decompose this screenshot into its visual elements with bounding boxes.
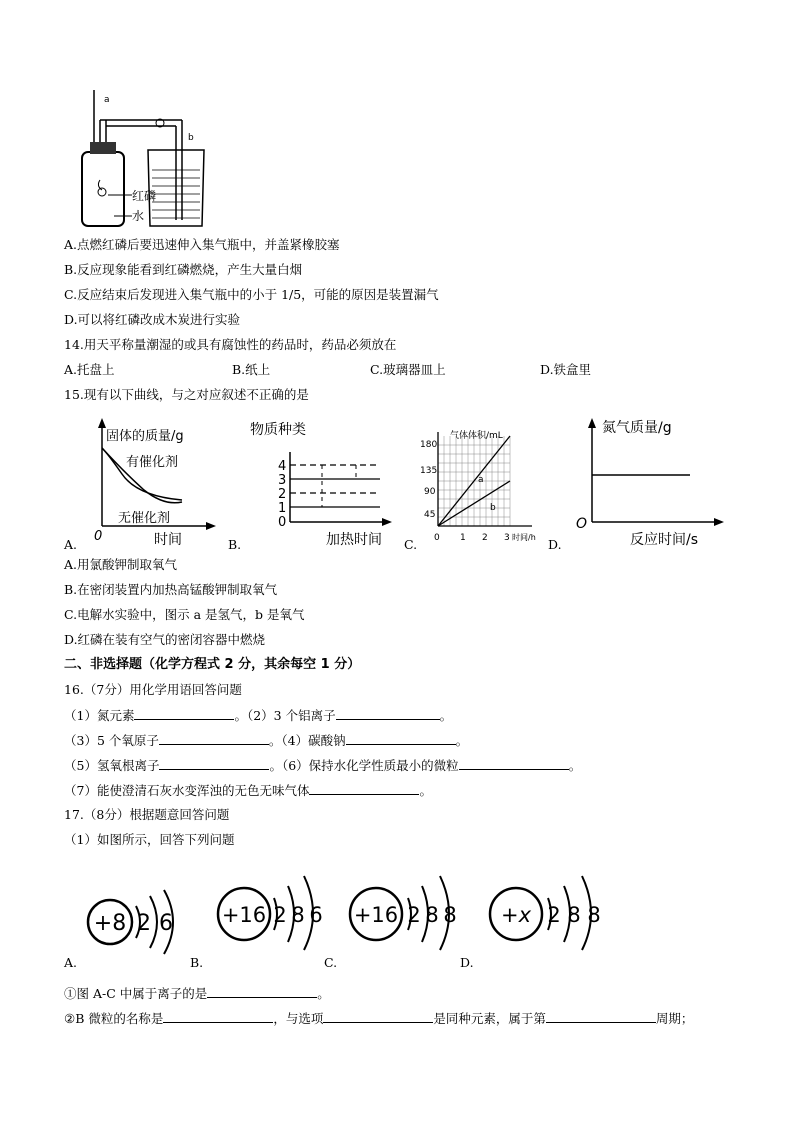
svg-text:8: 8 [291, 903, 305, 927]
svg-text:红磷: 红磷 [132, 189, 157, 203]
q15-stem: 15.现有以下曲线，与之对应叙述不正确的是 [64, 387, 309, 402]
graph-d-origin: O [576, 516, 588, 532]
svg-text:+8: +8 [93, 911, 127, 936]
answer-blank[interactable] [346, 732, 456, 745]
answer-blank[interactable] [207, 985, 317, 998]
graph-c-ytick-180: 180 [420, 440, 438, 450]
graph-c-ytick-90: 90 [424, 487, 436, 497]
svg-text:2: 2 [137, 911, 151, 936]
q16-stem: 16.（7分）用化学用语回答问题 [64, 682, 242, 697]
q17-stem: 17.（8分）根据题意回答问题 [64, 807, 230, 822]
graph-c [420, 430, 550, 546]
q17-sub1: （1）如图所示，回答下列问题 [64, 832, 235, 847]
answer-blank[interactable] [459, 757, 569, 770]
atom-diagram-d [482, 868, 612, 952]
graph-c-ytick-45: 45 [424, 510, 436, 520]
answer-blank[interactable] [159, 757, 269, 770]
q13-option-a: A.点燃红磷后要迅速伸入集气瓶中，并盖紧橡胶塞 [64, 237, 340, 252]
q17-question-b: ②B 微粒的名称是 ，与选项 是同种元素，属于第 周期； [64, 1011, 694, 1026]
q15-option-c: C.电解水实验中，图示 a 是氢气，b 是氧气 [64, 607, 305, 622]
answer-blank[interactable] [336, 707, 440, 720]
answer-blank[interactable] [309, 782, 419, 795]
q14-option-b: B.纸上 [232, 362, 271, 377]
atom-diagram-b [210, 868, 330, 952]
q14-stem: 14.用天平称量潮湿的或具有腐蚀性的药品时，药品必须放在 [64, 337, 397, 352]
apparatus-figure [64, 90, 214, 230]
atom-label-a: A. [64, 955, 78, 970]
section-title: 二、非选择题（化学方程式 2 分，其余每空 1 分） [64, 657, 361, 672]
graph-c-xtick-2: 2 [482, 533, 488, 543]
atom-label-c: C. [324, 955, 338, 970]
svg-text:6: 6 [309, 903, 323, 927]
graph-a [82, 414, 222, 550]
graph-b-tick-3: 3 [278, 473, 287, 488]
svg-text:b: b [188, 133, 194, 143]
atom-diagram-c [344, 868, 468, 952]
graph-c-origin: 0 [434, 533, 440, 543]
graph-b-tick-0: 0 [278, 515, 287, 530]
atom-diagram-a [84, 880, 194, 960]
q14-option-c: C.玻璃器皿上 [370, 362, 446, 377]
graph-c-ytick-135: 135 [420, 466, 438, 476]
svg-text:8: 8 [443, 903, 457, 927]
graph-a-xlabel: 时间 [154, 532, 182, 548]
q16-line-3: （5）氢氧根离子 。（6）保持水化学性质最小的微粒 。 [64, 758, 582, 773]
answer-blank[interactable] [134, 707, 234, 720]
svg-text:6: 6 [159, 911, 173, 936]
graph-b-xlabel: 加热时间 [326, 532, 382, 548]
graph-a-ylabel: 固体的质量/g [106, 429, 184, 444]
graph-d-label: D. [548, 537, 562, 552]
q13-option-d: D.可以将红磷改成木炭进行实验 [64, 312, 241, 327]
graph-c-ylabel: 气体体积/mL [450, 431, 503, 441]
graph-c-xtick-3: 3 [504, 533, 510, 543]
graph-b [244, 414, 394, 550]
graph-d-xlabel: 反应时间/s [630, 532, 699, 548]
answer-blank[interactable] [159, 732, 269, 745]
svg-text:8: 8 [425, 903, 439, 927]
answer-blank[interactable] [546, 1010, 656, 1023]
q16-line-2: （3）5 个氧原子 。（4）碳酸钠 。 [64, 733, 469, 748]
graph-c-series-a: a [478, 475, 484, 485]
svg-text:+16: +16 [353, 903, 399, 927]
q15-option-d: D.红磷在装有空气的密闭容器中燃烧 [64, 632, 266, 647]
q15-option-a: A.用氯酸钾制取氧气 [64, 557, 178, 572]
graph-b-ylabel: 物质种类 [250, 422, 306, 438]
graph-a-origin: 0 [94, 529, 103, 544]
svg-text:2: 2 [273, 903, 287, 927]
graph-c-series-b: b [490, 503, 496, 513]
graph-a-label: A. [64, 537, 78, 552]
graph-d-ylabel: 氮气质量/g [602, 420, 672, 436]
atom-label-b: B. [190, 955, 204, 970]
graph-b-label: B. [228, 537, 242, 552]
q17-question-a: ①图 A-C 中属于离子的是 。 [64, 986, 330, 1001]
svg-text:2: 2 [547, 903, 561, 927]
graph-d [568, 414, 734, 550]
answer-blank[interactable] [163, 1010, 273, 1023]
graph-a-series-2: 无催化剂 [118, 511, 171, 526]
q14-option-a: A.托盘上 [64, 362, 115, 377]
q16-line-1: （1）氮元素 。（2）3 个铝离子 。 [64, 708, 453, 723]
graph-c-xtick-1: 1 [460, 533, 466, 543]
svg-text:8: 8 [567, 903, 581, 927]
q14-option-d: D.铁盒里 [540, 362, 592, 377]
svg-text:2: 2 [407, 903, 421, 927]
graph-c-label: C. [404, 537, 418, 552]
atom-label-d: D. [460, 955, 474, 970]
graph-b-tick-1: 1 [278, 501, 287, 516]
graph-c-xlabel: 时间/h [512, 533, 536, 542]
svg-text:8: 8 [587, 903, 601, 927]
graph-a-series-1: 有催化剂 [126, 455, 179, 470]
q13-option-c: C.反应结束后发现进入集气瓶中的小于 1/5，可能的原因是装置漏气 [64, 287, 439, 302]
graph-b-tick-4: 4 [278, 459, 287, 474]
answer-blank[interactable] [323, 1010, 433, 1023]
q16-line-4: （7）能使澄清石灰水变浑浊的无色无味气体 。 [64, 783, 432, 798]
svg-text:水: 水 [132, 209, 145, 223]
svg-text:a: a [104, 95, 110, 105]
svg-text:+x: +x [500, 903, 532, 927]
q13-option-b: B.反应现象能看到红磷燃烧，产生大量白烟 [64, 262, 303, 277]
q15-option-b: B.在密闭装置内加热高锰酸钾制取氧气 [64, 582, 278, 597]
svg-text:+16: +16 [221, 903, 267, 927]
graph-b-tick-2: 2 [278, 487, 287, 502]
